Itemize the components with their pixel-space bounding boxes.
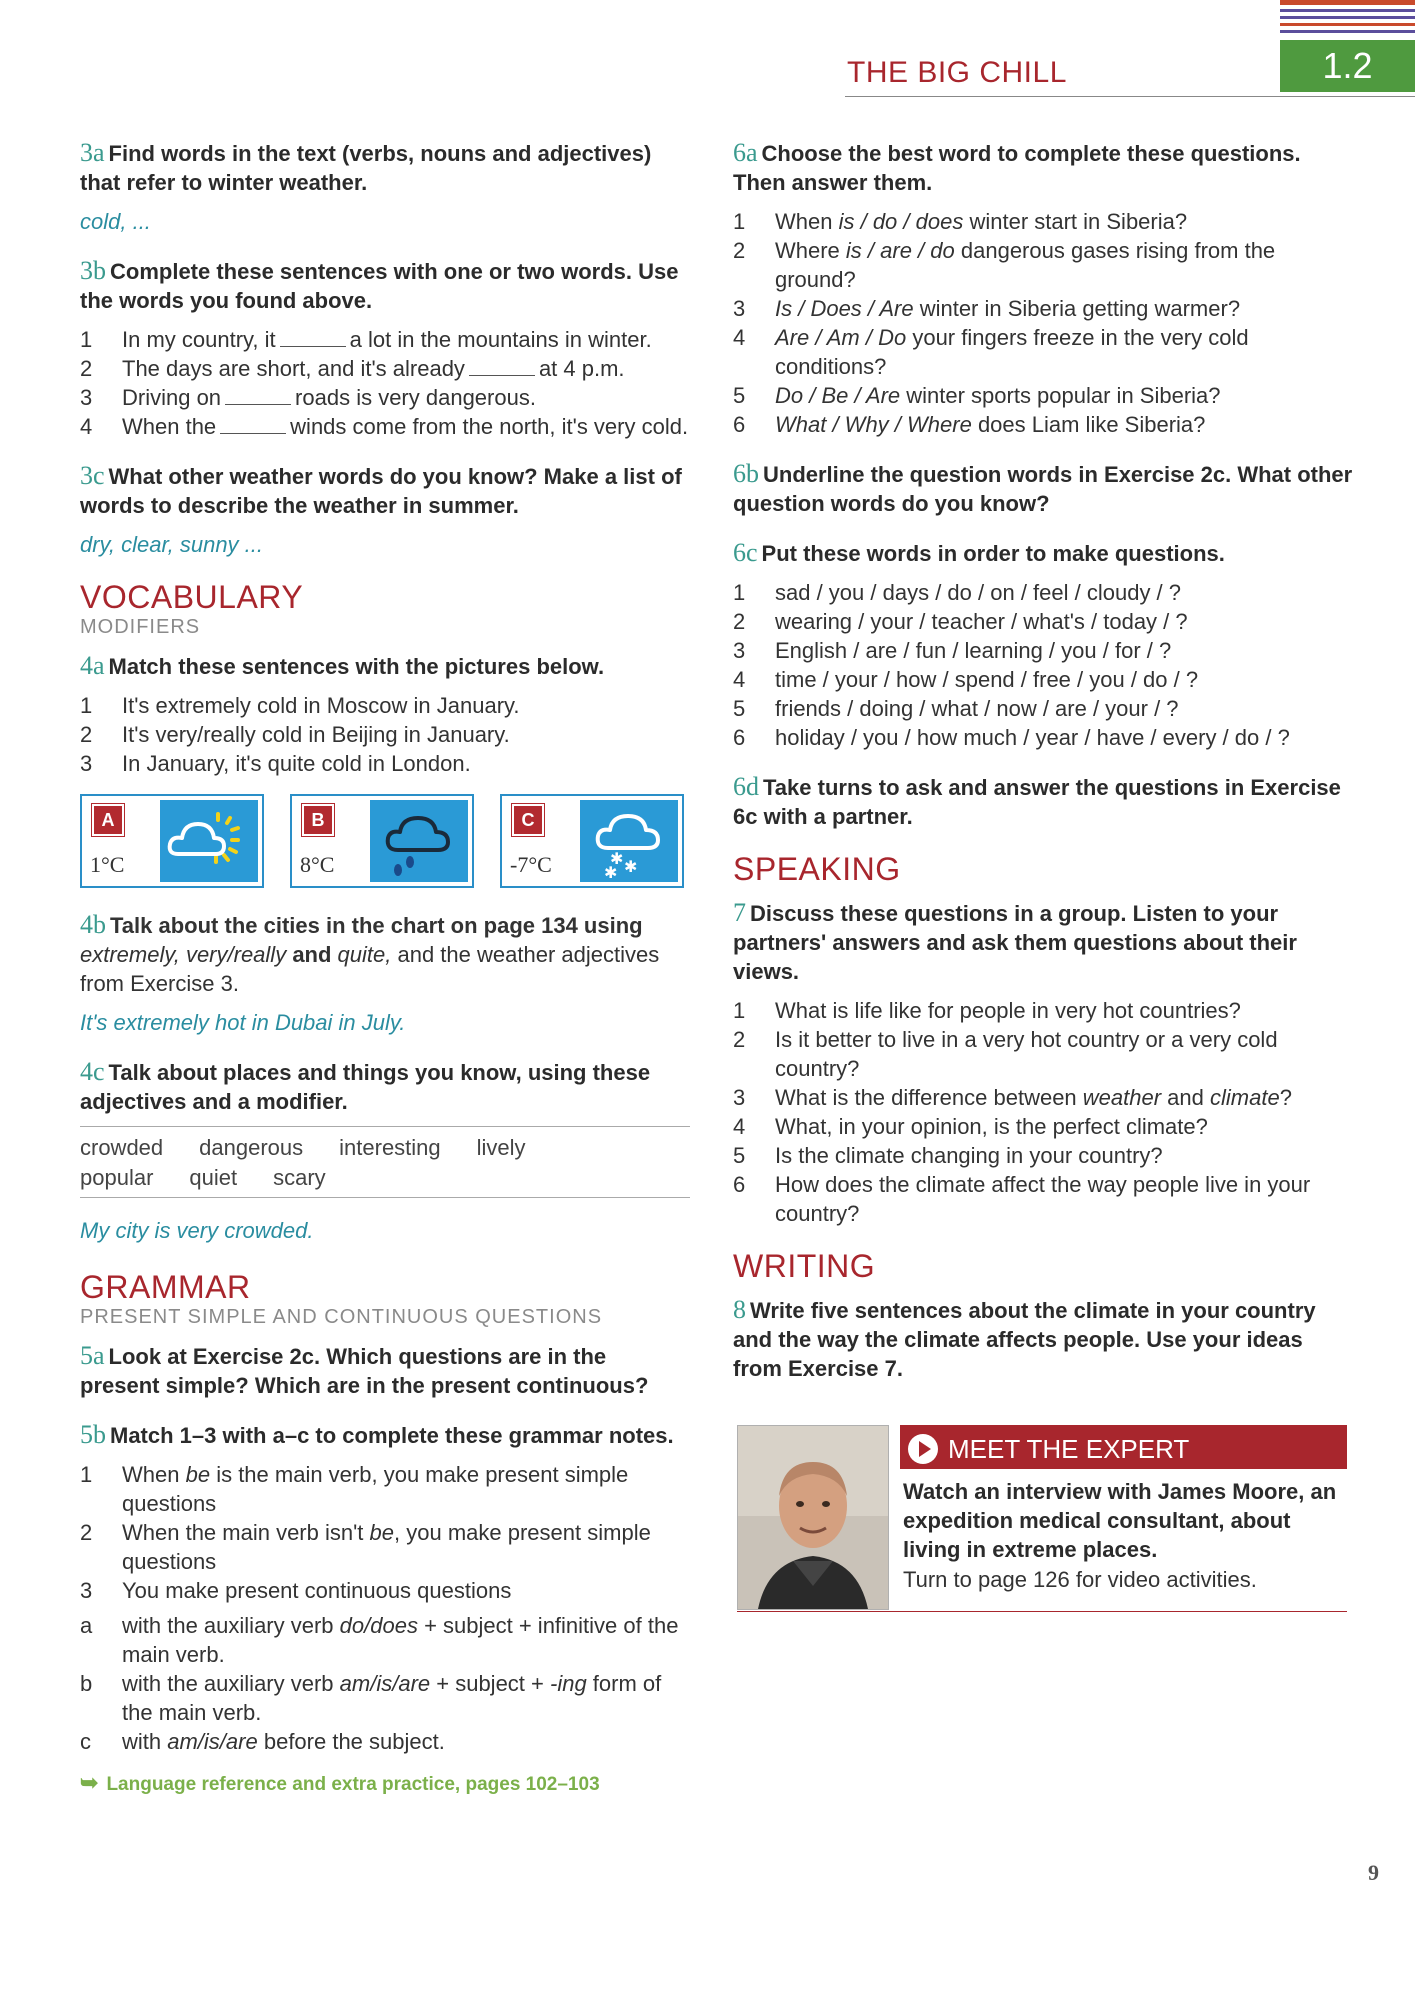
picture-b xyxy=(290,794,474,888)
exercise-number: 3c xyxy=(80,461,105,490)
list-item: c with am/is/are before the subject. xyxy=(80,1729,445,1754)
exercise-8 xyxy=(733,1295,1355,1383)
exercise-number: 7 xyxy=(733,898,746,927)
section-title-speaking: SPEAKING xyxy=(733,851,901,887)
list-item: 3 You make present continuous questions xyxy=(80,1578,512,1603)
picture-a xyxy=(80,794,264,888)
picture-letter: A xyxy=(92,804,124,836)
exercise-number: 6c xyxy=(733,538,758,567)
rain-cloud-icon xyxy=(370,800,468,882)
exercise-5a xyxy=(80,1341,690,1400)
list-item: 2 It's very/really cold in Beijing in January. xyxy=(80,722,510,747)
exercise-number: 3a xyxy=(80,138,105,167)
page-number: 9 xyxy=(1368,1860,1379,1885)
exercise-number: 6d xyxy=(733,772,759,801)
list-item: 5 friends / doing / what / now / are / your / ? xyxy=(733,696,1179,721)
list-item: 6 What / Why / Where does Liam like Siberia? xyxy=(733,412,1206,437)
instruction: Underline the question words in Exercise 2c. What other question words do you know? xyxy=(733,462,1353,516)
unit-number: 1.2 xyxy=(1322,45,1373,86)
exercise-7 xyxy=(733,898,1355,1228)
exercise-number: 6b xyxy=(733,459,759,488)
list-item: 1 It's extremely cold in Moscow in January. xyxy=(80,693,520,718)
section-subtitle-grammar: PRESENT SIMPLE AND CONTINUOUS QUESTIONS xyxy=(80,1306,603,1328)
instruction: Find words in the text (verbs, nouns and adjectives) that refer to winter weather. xyxy=(80,141,652,195)
exercise-number: 3b xyxy=(80,256,106,285)
list-item: 1 sad / you / days / do / on / feel / cloudy / ? xyxy=(733,580,1182,605)
list-item: 5 Do / Be / Are winter sports popular in Siberia? xyxy=(733,383,1221,408)
instruction: Write five sentences about the climate in your country and the way the climate affects people. Use your ideas from Exercise 7. xyxy=(733,1298,1316,1381)
left-column xyxy=(80,138,690,1796)
list-item: a with the auxiliary verb do/does + subject + infinitive of the main verb. xyxy=(80,1613,679,1667)
list-item: 3 Is / Does / Are winter in Siberia getting warmer? xyxy=(733,296,1241,321)
svg-text:✱: ✱ xyxy=(610,849,624,868)
exercise-3c xyxy=(80,461,690,559)
svg-text:✱: ✱ xyxy=(624,857,638,876)
instruction: Match 1–3 with a–c to complete these grammar notes. xyxy=(110,1423,674,1448)
page-title: THE BIG CHILL xyxy=(847,56,1067,89)
svg-text:✱: ✱ xyxy=(604,863,618,882)
list-item: 2 Where is / are / do dangerous gases rising from the ground? xyxy=(733,238,1276,292)
list-item: 3 Driving on roads is very dangerous. xyxy=(80,385,536,410)
instruction: Take turns to ask and answer the questions in Exercise 6c with a partner. xyxy=(733,775,1341,829)
answer-blank[interactable] xyxy=(469,375,535,376)
list-item: b with the auxiliary verb am/is/are + subject + -ing form of the main verb. xyxy=(80,1671,662,1725)
video-activities-note: Turn to page 126 for video activities. xyxy=(903,1567,1257,1592)
list-item: 3 In January, it's quite cold in London. xyxy=(80,751,471,776)
exercise-6a xyxy=(733,138,1355,439)
language-reference-link[interactable]: ➥ Language reference and extra practice, pages 102–103 xyxy=(80,1770,600,1795)
list-item: 2 The days are short, and it's already at 4 p.m. xyxy=(80,356,625,381)
instruction: Match these sentences with the pictures below. xyxy=(108,654,605,679)
header-rule xyxy=(845,96,1415,97)
section-title-vocabulary: VOCABULARY xyxy=(80,579,304,615)
snow-cloud-icon xyxy=(580,800,678,882)
list-item: 6 How does the climate affect the way people live in your country? xyxy=(733,1172,1311,1226)
picture-temperature: 8°C xyxy=(300,852,335,877)
instruction: Discuss these questions in a group. Listen to your partners' answers and ask them questions about their views. xyxy=(733,901,1297,984)
exercise-number: 4a xyxy=(80,651,105,680)
picture-temperature: -7°C xyxy=(510,852,552,877)
instruction: What other weather words do you know? Make a list of words to describe the weather in summer. xyxy=(80,464,682,518)
exercise-4c xyxy=(80,1057,690,1245)
list-item: 4 What, in your opinion, is the perfect climate? xyxy=(733,1114,1208,1139)
play-icon[interactable] xyxy=(908,1434,938,1464)
exercise-6b xyxy=(733,459,1355,518)
list-item: 3 What is the difference between weather and climate? xyxy=(733,1085,1292,1110)
list-item: 6 holiday / you / how much / year / have / every / do / ? xyxy=(733,725,1290,750)
example-answer: dry, clear, sunny ... xyxy=(80,532,264,557)
weather-pictures xyxy=(80,794,690,888)
example-answer: cold, ... xyxy=(80,209,151,234)
section-title-grammar: GRAMMAR xyxy=(80,1269,251,1305)
exercise-4a xyxy=(80,651,690,778)
example-answer: It's extremely hot in Dubai in July. xyxy=(80,1010,406,1035)
exercise-number: 4b xyxy=(80,910,106,939)
instruction: Put these words in order to make questions. xyxy=(761,541,1225,566)
section-subtitle-modifiers: MODIFIERS xyxy=(80,616,201,638)
sun-cloud-icon xyxy=(160,800,258,882)
expert-portrait xyxy=(738,1426,888,1609)
meet-the-expert-header[interactable] xyxy=(900,1425,1347,1469)
exercise-4b: 4b Talk about the cities in the chart on page 134 using extremely, very/really and quite, and the weather adjectives from Exercise 3. It's extremely hot in Dubai in July. xyxy=(80,910,690,1037)
arrow-icon: ➥ xyxy=(80,1770,99,1795)
expert-photo xyxy=(737,1425,889,1610)
list-item: 3 English / are / fun / learning / you / for / ? xyxy=(733,638,1172,663)
list-item: 5 Is the climate changing in your country? xyxy=(733,1143,1163,1168)
exercise-3b xyxy=(80,256,690,441)
list-item: 1 When is / do / does winter start in Siberia? xyxy=(733,209,1188,234)
exercise-number: 5b xyxy=(80,1420,106,1449)
list-item: 2 Is it better to live in a very hot country or a very cold country? xyxy=(733,1027,1278,1081)
list-item: 1 When be is the main verb, you make present simple questions xyxy=(80,1462,629,1516)
picture-letter: C xyxy=(512,804,544,836)
exercise-number: 6a xyxy=(733,138,758,167)
exercise-number: 4c xyxy=(80,1057,105,1086)
exercise-5b xyxy=(80,1420,690,1756)
instruction: Choose the best word to complete these questions. Then answer them. xyxy=(733,141,1301,195)
answer-blank[interactable] xyxy=(225,404,291,405)
meet-the-expert-box xyxy=(737,1425,1347,1612)
exercise-3a xyxy=(80,138,690,236)
exercise-number: 5a xyxy=(80,1341,105,1370)
answer-blank[interactable] xyxy=(220,433,286,434)
exercise-6c xyxy=(733,538,1355,752)
instruction: Complete these sentences with one or two words. Use the words you found above. xyxy=(80,259,679,313)
list-item: 4 When the winds come from the north, it's very cold. xyxy=(80,414,689,439)
header-stripes xyxy=(1280,0,1415,40)
list-item: 4 Are / Am / Do your fingers freeze in the very cold conditions? xyxy=(733,325,1249,379)
expert-title: MEET THE EXPERT xyxy=(948,1434,1190,1465)
answer-blank[interactable] xyxy=(280,346,346,347)
right-column xyxy=(733,138,1355,1403)
list-item: 2 wearing / your / teacher / what's / today / ? xyxy=(733,609,1188,634)
word-box: crowded dangerous interesting lively popular quiet scary xyxy=(80,1126,690,1198)
instruction: Look at Exercise 2c. Which questions are in the present simple? Which are in the present continuous? xyxy=(80,1344,649,1398)
list-item: 1 What is life like for people in very hot countries? xyxy=(733,998,1241,1023)
picture-letter: B xyxy=(302,804,334,836)
expert-description: Watch an interview with James Moore, an expedition medical consultant, about living in extreme places. xyxy=(903,1479,1337,1562)
unit-badge xyxy=(1280,40,1415,92)
list-item: 2 When the main verb isn't be, you make present simple questions xyxy=(80,1520,651,1574)
example-answer: My city is very crowded. xyxy=(80,1218,314,1243)
section-title-writing: WRITING xyxy=(733,1248,876,1284)
picture-temperature: 1°C xyxy=(90,852,125,877)
exercise-6d xyxy=(733,772,1355,831)
picture-c xyxy=(500,794,684,888)
instruction: Talk about places and things you know, using these adjectives and a modifier. xyxy=(80,1060,651,1114)
exercise-number: 8 xyxy=(733,1295,746,1324)
list-item: 1 In my country, it a lot in the mountains in winter. xyxy=(80,327,652,352)
list-item: 4 time / your / how / spend / free / you / do / ? xyxy=(733,667,1199,692)
